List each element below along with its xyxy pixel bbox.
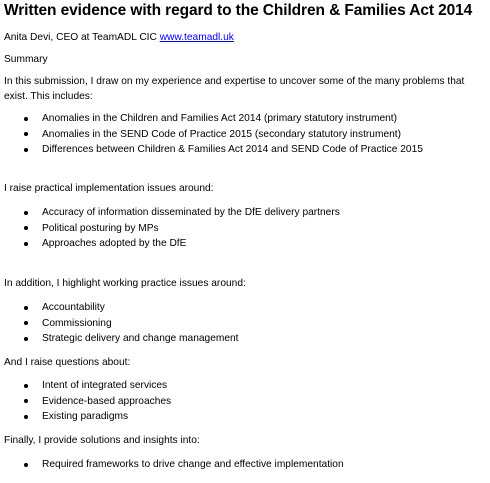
list-item xyxy=(4,300,239,316)
summary-heading: Summary xyxy=(4,54,48,65)
practical-heading: I raise practical implementation issues around: xyxy=(4,183,214,194)
bullet-icon xyxy=(24,399,28,403)
questions-list xyxy=(4,378,171,425)
bullet-icon xyxy=(24,132,28,136)
list-item xyxy=(4,205,340,221)
bullet-icon xyxy=(24,384,28,388)
questions-heading: And I raise questions about: xyxy=(4,357,131,368)
list-item-text: Approaches adopted by the DfE xyxy=(42,238,187,250)
list-item-text: Political posturing by MPs xyxy=(42,222,159,234)
list-item xyxy=(4,111,423,127)
list-item xyxy=(4,394,171,410)
bullet-icon xyxy=(24,321,28,325)
bullet-icon xyxy=(24,337,28,341)
list-item-text: Anomalies in the Children and Families Act 2014 (primary statutory instrument) xyxy=(42,113,398,124)
list-item-text: Strategic delivery and change management xyxy=(42,333,239,345)
document-title: Written evidence with regard to the Children & Families Act 2014 xyxy=(4,2,473,19)
bullet-icon xyxy=(24,211,28,215)
bullet-icon xyxy=(24,226,28,230)
author-text: Anita Devi, CEO at TeamADL CIC xyxy=(4,32,160,43)
list-item-text: Required frameworks to drive change and effective implementation xyxy=(42,459,344,470)
list-item-text: Intent of integrated services xyxy=(42,380,168,391)
list-item xyxy=(4,378,171,394)
list-item xyxy=(4,316,239,332)
bullet-icon xyxy=(24,415,28,419)
list-item xyxy=(4,236,340,252)
list-item-text: Existing paradigms xyxy=(42,411,129,423)
solutions-heading: Finally, I provide solutions and insights into: xyxy=(4,435,200,446)
author-website-link[interactable]: www.teamadl.uk xyxy=(159,32,234,43)
list-item-text: Commissioning xyxy=(42,317,112,329)
working-practice-heading: In addition, I highlight working practice issues around: xyxy=(4,278,246,289)
list-item xyxy=(4,127,423,143)
list-item-text: Accountability xyxy=(42,302,105,313)
intro-paragraph: In this submission, I draw on my experience and expertise to uncover some of the many problems that exist. This includes: xyxy=(4,76,465,102)
list-item-text: Differences between Children & Families Act 2014 and SEND Code of Practice 2015 xyxy=(42,144,423,156)
intro-list xyxy=(4,111,423,158)
working-practice-list xyxy=(4,300,239,347)
practical-list xyxy=(4,205,340,252)
author-line xyxy=(4,30,234,45)
list-item xyxy=(4,409,171,425)
bullet-icon xyxy=(24,306,28,310)
list-item xyxy=(4,331,239,347)
bullet-icon xyxy=(24,148,28,152)
list-item xyxy=(4,142,423,158)
bullet-icon xyxy=(24,242,28,246)
list-item xyxy=(4,221,340,237)
solutions-list xyxy=(4,457,344,473)
list-item xyxy=(4,457,344,473)
list-item-text: Anomalies in the SEND Code of Practice 2015 (secondary statutory instrument) xyxy=(42,128,401,140)
list-item-text: Evidence-based approaches xyxy=(42,395,172,407)
list-item-text: Accuracy of information disseminated by the DfE delivery partners xyxy=(42,207,340,218)
bullet-icon xyxy=(24,117,28,121)
bullet-icon xyxy=(24,463,28,467)
